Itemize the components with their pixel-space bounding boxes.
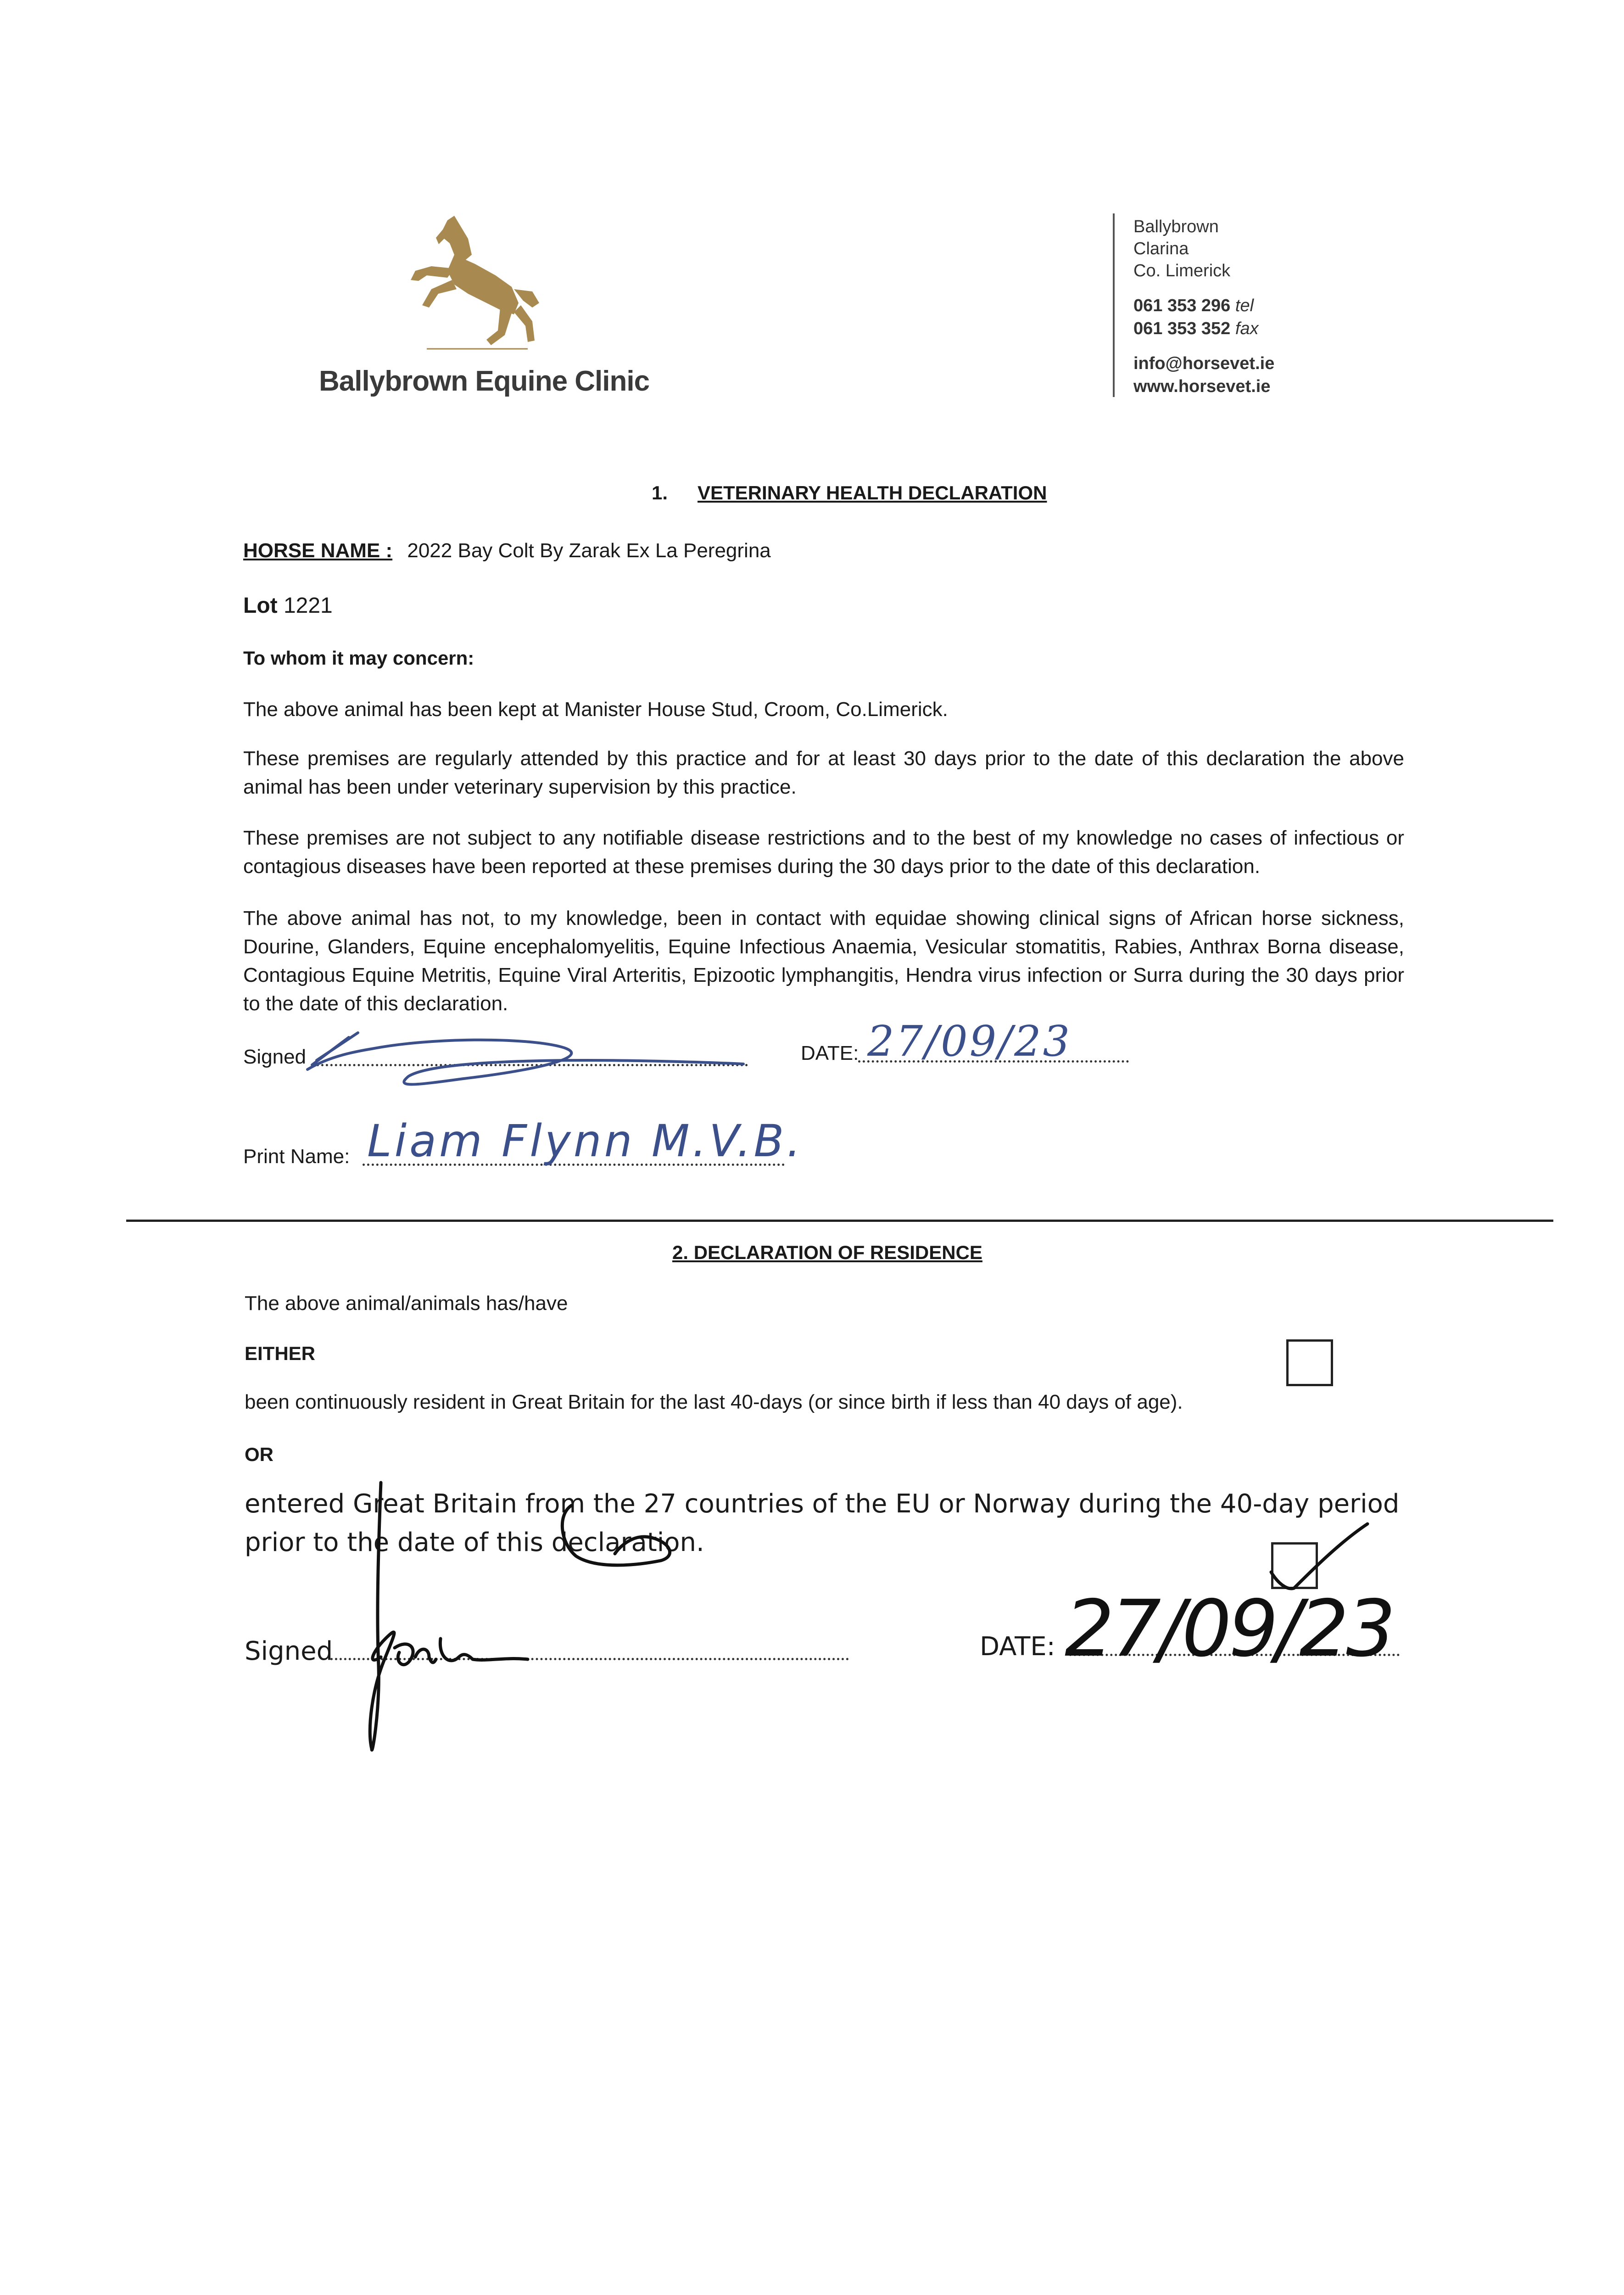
- vet-signature: [303, 1010, 762, 1102]
- option-entered-gb: entered Great Britain from the 27 countries of the EU or Norway during the 40-day period prior to the date of this declaration.: [245, 1489, 1400, 1557]
- lot-label: Lot: [243, 593, 278, 618]
- or-label: OR: [245, 1444, 273, 1465]
- fax-label: fax: [1235, 319, 1259, 338]
- paragraph-supervision: These premises are regularly attended by this practice and for at least 30 days prior to the date of this declaration the above animal has been under veterinary supervision by this practice.: [243, 747, 1404, 798]
- vet-date-label: DATE:: [801, 1042, 859, 1064]
- section-divider: [126, 1220, 1553, 1222]
- section1-title: VETERINARY HEALTH DECLARATION: [698, 482, 1047, 504]
- horse-name-label: HORSE NAME :: [243, 539, 393, 562]
- owner-signed-label: Signed: [245, 1636, 333, 1666]
- lot-value: 1221: [283, 593, 333, 618]
- address-divider: [1113, 213, 1115, 397]
- horse-name-value: 2022 Bay Colt By Zarak Ex La Peregrina: [407, 539, 771, 562]
- owner-signature: [321, 1473, 849, 1772]
- rearing-horse-icon: [317, 211, 555, 353]
- residence-intro: The above animal/animals has/have: [245, 1292, 568, 1315]
- paragraph-kept-at: The above animal has been kept at Manister House Stud, Croom, Co.Limerick.: [243, 698, 948, 721]
- clinic-logo: [317, 211, 638, 356]
- section2-title: 2. DECLARATION OF RESIDENCE: [672, 1242, 982, 1263]
- tel-number: 061 353 296: [1133, 296, 1231, 315]
- print-name-label: Print Name:: [243, 1145, 350, 1168]
- address-line-3: Co. Limerick: [1133, 261, 1231, 280]
- tel-label: tel: [1235, 296, 1254, 315]
- address-line-1: Ballybrown: [1133, 217, 1219, 236]
- salutation: To whom it may concern:: [243, 647, 474, 669]
- checkbox-resident-gb[interactable]: [1286, 1339, 1333, 1386]
- tel-line: [1133, 295, 1254, 317]
- fax-number: 061 353 352: [1133, 319, 1231, 338]
- horse-name-row: [243, 539, 771, 562]
- email[interactable]: info@horsevet.ie: [1133, 354, 1275, 373]
- address-line-2: Clarina: [1133, 239, 1189, 258]
- vet-date-value: 27/09/23: [867, 1017, 1072, 1066]
- fax-line: [1133, 318, 1259, 340]
- print-name-value: Liam Flynn M.V.B.: [367, 1115, 804, 1167]
- lot-row: [243, 593, 333, 618]
- clinic-name: Ballybrown Equine Clinic: [319, 365, 650, 397]
- paragraph-no-contact: The above animal has not, to my knowledge, been in contact with equidae showing clinical signs of African horse sickness, Dourine, Glanders, Equine encephalomyelitis, Equine Infectious Anaemia, Vesicular stomatitis, Rabies, Anthrax Borna disease, Contagious Equine Metritis, Equine Viral Arteritis, Epizootic lymphangitis, Hendra virus infection or Surra during the 30 days prior to the date of this declaration.: [243, 907, 1404, 1015]
- option-resident-gb: been continuously resident in Great Britain for the last 40-days (or since birth if less than 40 days of age).: [245, 1391, 1183, 1413]
- either-label: EITHER: [245, 1343, 316, 1364]
- vet-signed-label: Signed: [243, 1046, 307, 1068]
- owner-date-value: 27/09/23: [1065, 1584, 1393, 1674]
- section1-number: 1.: [652, 482, 668, 504]
- owner-date-label: DATE:: [980, 1632, 1055, 1662]
- website[interactable]: www.horsevet.ie: [1133, 377, 1271, 396]
- paragraph-no-restrictions: These premises are not subject to any notifiable disease restrictions and to the best of my knowledge no cases of infectious or contagious diseases have been reported at these premises during the 30 days prior to the date of this declaration.: [243, 827, 1404, 878]
